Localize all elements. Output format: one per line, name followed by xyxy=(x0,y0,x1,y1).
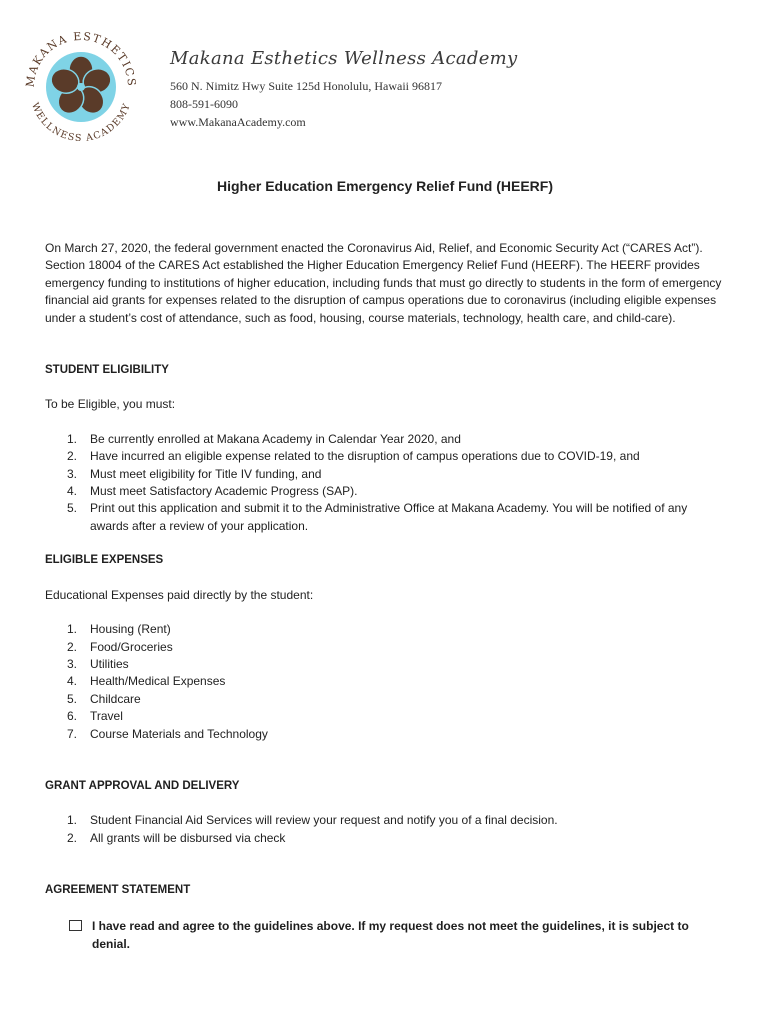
list-number: 2. xyxy=(67,830,78,845)
list-text: Housing (Rent) xyxy=(90,622,171,637)
intro-paragraph: On March 27, 2020, the federal government enacted the Coronavirus Aid, Relief, and Economic Security Act (“CARES Act”). Section 18004 of the CARES Act established the Higher Education Emergency Relief Fund (HEERF). The HEERF provides emergency funding to institutions of higher education, including funds that must go directly to students in the form of emergency financial aid grants for expenses related to the disruption of campus operations due to coronavirus (including eligible expenses under a student’s cost of attendance, such as food, housing, course materials, technology, health care, and child-care). xyxy=(45,241,722,325)
list-number: 1. xyxy=(67,622,78,637)
list-item xyxy=(45,431,725,448)
list-text: Have incurred an eligible expense related to the disruption of campus operations due to COVID-19, and xyxy=(90,449,640,464)
list-number: 4. xyxy=(67,674,78,689)
agreement-row xyxy=(69,917,725,953)
expenses-lead: Educational Expenses paid directly by the student: xyxy=(45,587,314,602)
list-text: Student Financial Aid Services will review your request and notify you of a final decision. xyxy=(90,813,558,828)
list-item xyxy=(45,500,725,535)
list-text: Course Materials and Technology xyxy=(90,726,268,741)
academy-logo xyxy=(22,28,140,146)
list-text: Childcare xyxy=(90,691,141,706)
list-text: Print out this application and submit it to the Administrative Office at Makana Academy. You will be notified of any awards after a review of your application. xyxy=(90,501,688,533)
list-number: 2. xyxy=(67,449,78,464)
list-item xyxy=(45,830,725,847)
grant-list xyxy=(45,812,725,847)
list-item xyxy=(45,673,725,690)
organization-name: Makana Esthetics Wellness Academy xyxy=(170,48,518,69)
list-item xyxy=(45,483,725,500)
list-text: Must meet eligibility for Title IV funding, and xyxy=(90,466,322,481)
agreement-checkbox[interactable] xyxy=(69,920,82,931)
list-item xyxy=(45,708,725,725)
list-number: 4. xyxy=(67,484,78,499)
list-item xyxy=(45,448,725,465)
list-number: 7. xyxy=(67,726,78,741)
agreement-heading: AGREEMENT STATEMENT xyxy=(45,884,191,897)
grant-heading: GRANT APPROVAL AND DELIVERY xyxy=(45,779,240,792)
expenses-list xyxy=(45,621,725,743)
expenses-heading: ELIGIBLE EXPENSES xyxy=(45,554,164,567)
list-number: 1. xyxy=(67,813,78,828)
list-number: 1. xyxy=(67,431,78,446)
list-number: 3. xyxy=(67,656,78,671)
list-text: Utilities xyxy=(90,656,129,671)
list-number: 5. xyxy=(67,691,78,706)
eligibility-list xyxy=(45,431,725,535)
list-text: All grants will be disbursed via check xyxy=(90,830,286,845)
agreement-statement: I have read and agree to the guidelines above. If my request does not meet the guidelines, it is subject to denial. xyxy=(92,918,689,951)
logo-arc-bottom: WELLNESS ACADEMY xyxy=(28,101,133,145)
logo-arc-top: MAKANA ESTHETICS xyxy=(23,29,139,88)
list-item xyxy=(45,691,725,708)
list-item xyxy=(45,621,725,638)
list-number: 3. xyxy=(67,466,78,481)
list-item xyxy=(45,466,725,483)
organization-website[interactable]: www.MakanaAcademy.com xyxy=(170,115,306,129)
list-item xyxy=(45,812,725,829)
list-text: Food/Groceries xyxy=(90,639,173,654)
list-item xyxy=(45,639,725,656)
list-number: 6. xyxy=(67,709,78,724)
organization-header xyxy=(170,48,518,131)
eligibility-heading: STUDENT ELIGIBILITY xyxy=(45,364,169,377)
list-number: 2. xyxy=(67,639,78,654)
list-text: Be currently enrolled at Makana Academy in Calendar Year 2020, and xyxy=(90,431,461,446)
list-item xyxy=(45,726,725,743)
list-item xyxy=(45,656,725,673)
organization-phone: 808-591-6090 xyxy=(170,97,238,111)
eligibility-lead: To be Eligible, you must: xyxy=(45,397,176,412)
list-text: Health/Medical Expenses xyxy=(90,674,226,689)
list-number: 5. xyxy=(67,501,78,516)
list-text: Must meet Satisfactory Academic Progress (SAP). xyxy=(90,484,358,499)
document-title: Higher Education Emergency Relief Fund (HEERF) xyxy=(216,178,554,194)
document-body xyxy=(45,240,725,953)
organization-address: 560 N. Nimitz Hwy Suite 125d Honolulu, Hawaii 96817 xyxy=(170,79,442,93)
list-text: Travel xyxy=(90,709,123,724)
